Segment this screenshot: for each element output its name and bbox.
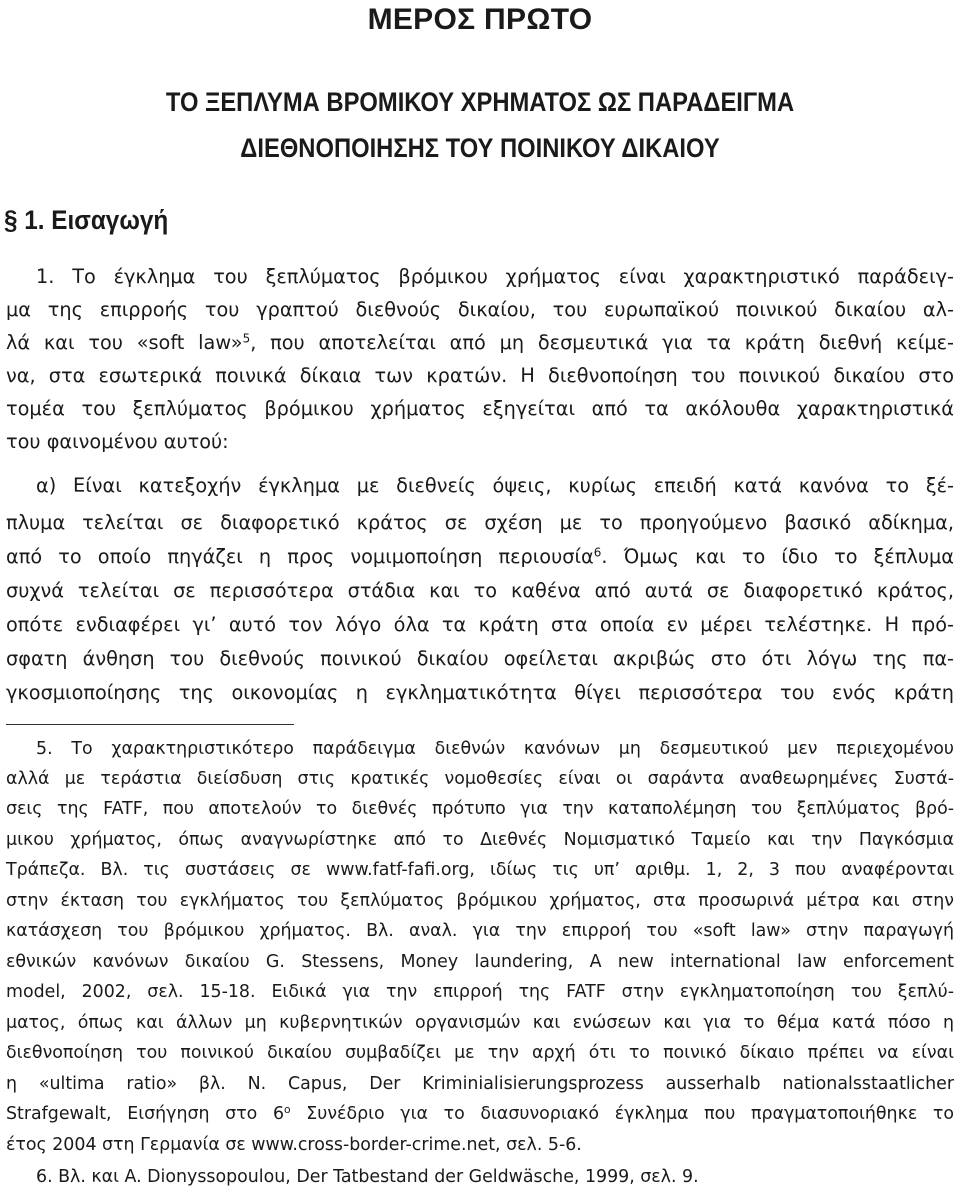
footnote-line: κατάσχεση του βρόμικου χρήματος. Βλ. αναλ. για την επιρροή του «soft law» στην παραγωγή xyxy=(6,921,954,941)
section-heading: § 1. Εισαγωγή xyxy=(4,205,169,235)
body-line: α) Είναι κατεξοχήν έγκλημα με διεθνείς όψεις, κυρίως επειδή κατά κανόνα το ξέ- xyxy=(36,474,954,497)
body-text-span: , που αποτελείται από μη δεσμευτικά για τα κράτη διεθνή κείμε- xyxy=(250,331,955,354)
body-line: του φαινομένου αυτού: xyxy=(6,430,229,453)
footnote-line: η «ultima ratio» βλ. N. Capus, Der Kriminialisierungsprozess ausserhalb nationalsstaatlicher xyxy=(6,1074,954,1094)
footnote-text-span: Συνέδριο για το διασυνοριακό έγκλημα που πραγματοποιήθηκε το xyxy=(290,1104,954,1124)
footnote-line: διεθνοποίηση του ποινικού δικαίου συμβαδίζει με την αρχή ότι το ποινικό δίκαιο πρέπει να είναι xyxy=(6,1043,954,1063)
footnote-line: αλλά με τεράστια διείσδυση στις κρατικές νομοθεσίες είναι οι σαράντα αναθεωρημένες Συστά- xyxy=(6,769,954,789)
chapter-title-line-1: ΤΟ ΞΕΠΛΥΜΑ ΒΡΟΜΙΚΟΥ ΧΡΗΜΑΤΟΣ ΩΣ ΠΑΡΑΔΕΙΓΜΑ xyxy=(165,87,795,117)
footnote-line: ματος, όπως και άλλων μη κυβερνητικών οργανισμών και ενώσεων και για το θέμα κατά πόσο η xyxy=(6,1013,954,1033)
body-line: τομέα του ξεπλύματος βρόμικου χρήματος εξηγείται από τα ακόλουθα χαρακτηριστικά xyxy=(6,397,954,420)
body-line: συχνά τελείται σε περισσότερα στάδια και το καθένα από αυτά σε διαφορετικό κράτος, xyxy=(6,579,954,602)
footnote-text-span: Strafgewalt, Εισήγηση στο 6 xyxy=(6,1104,285,1124)
footnote-line: στην έκταση του εγκλήματος του ξεπλύματος βρόμικου χρήματος, στα προσωρινά μέτρα και στην xyxy=(6,891,954,911)
footnote-ref-6: 6 xyxy=(593,545,602,560)
body-line: 1. Το έγκλημα του ξεπλύματος βρόμικου χρήματος είναι χαρακτηριστικό παράδειγ- xyxy=(36,265,954,288)
body-line xyxy=(6,540,954,573)
footnote-line: μικου χρήματος, όπως αναγνωρίστηκε από το Διεθνές Νομισματικό Ταμείο και την Παγκόσμια xyxy=(6,830,954,850)
body-text-span: . Όμως και το ίδιο το ξέπλυμα xyxy=(601,545,954,568)
body-line: να, στα εσωτερικά ποινικά δίκαια των κρατών. Η διεθνοποίηση του ποινικού δικαίου στο xyxy=(6,364,954,387)
body-line: οπότε ενδιαφέρει γι’ αυτό τον λόγο όλα τα κράτη στα οποία εν μέρει τελέστηκε. Η πρό- xyxy=(6,613,954,636)
body-line: σφατη άνθηση του διεθνούς ποινικού δικαίου οφείλεται ακριβώς στο ότι λόγω της πα- xyxy=(6,647,954,670)
footnote-line: model, 2002, σελ. 15-18. Ειδικά για την επιρροή της FATF στην εγκληματοποίηση του ξεπλύ- xyxy=(6,982,954,1002)
footnote-line: Τράπεζα. Βλ. τις συστάσεις σε www.fatf-fafi.org, ιδίως τις υπ’ αριθμ. 1, 2, 3 που αναφέρονται xyxy=(6,860,954,880)
body-line: μα της επιρροής του γραπτού διεθνούς δικαίου, του ευρωπαϊκού ποινικού δικαίου αλ- xyxy=(6,298,954,321)
footnote-line: έτος 2004 στη Γερμανία σε www.cross-border-crime.net, σελ. 5-6. xyxy=(6,1135,582,1155)
footnote-line: 6. Βλ. και A. Dionyssopoulou, Der Tatbestand der Geldwäsche, 1999, σελ. 9. xyxy=(36,1167,699,1187)
body-text-span: από το οποίο πηγάζει η προς νομιμοποίηση περιουσία xyxy=(6,545,594,568)
chapter-title-line-2: ΔΙΕΘΝΟΠΟΙΗΣΗΣ ΤΟΥ ΠΟΙΝΙΚΟΥ ΔΙΚΑΙΟΥ xyxy=(240,133,720,163)
ordinal-superscript: ο xyxy=(284,1103,291,1117)
footnote-line: 5. Το χαρακτηριστικότερο παράδειγμα διεθνών κανόνων μη δεσμευτικού μεν περιεχομένου xyxy=(36,739,954,759)
body-line: πλυμα τελείται σε διαφορετικό κράτος σε σχέση με το προηγούμενο βασικό αδίκημα, xyxy=(6,511,954,534)
footnote-line xyxy=(6,1099,954,1129)
body-line xyxy=(6,326,954,359)
footnote-ref-5: 5 xyxy=(242,331,251,346)
body-line: γκοσμιοποίησης της οικονομίας η εγκληματικότητα θίγει περισσότερα του ενός κράτη xyxy=(6,681,954,704)
footnote-line: εθνικών κανόνων δικαίου G. Stessens, Money laundering, A new international law enforcement xyxy=(6,952,954,972)
footnote-line: σεις της FATF, που αποτελούν το διεθνές πρότυπο για την καταπολέμηση του ξεπλύματος βρό- xyxy=(6,799,954,819)
body-text-span: λά και του «soft law» xyxy=(6,331,243,354)
part-heading: ΜΕΡΟΣ ΠΡΩΤΟ xyxy=(367,3,593,36)
footnote-separator xyxy=(6,724,294,725)
